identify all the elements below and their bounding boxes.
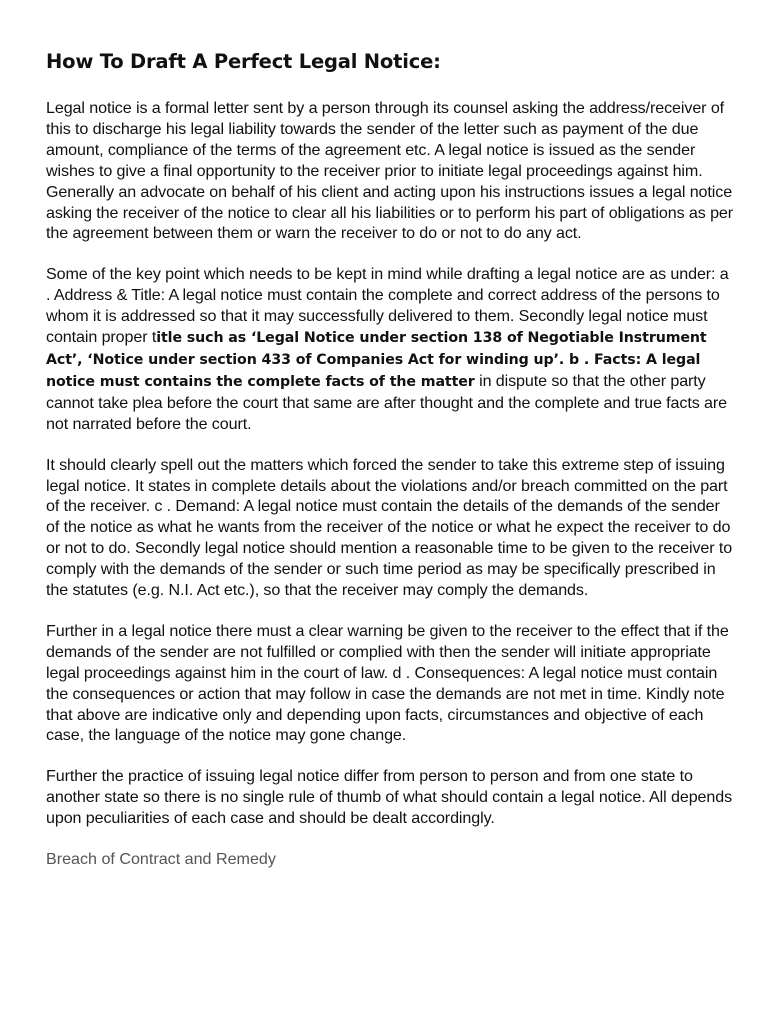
key-points-text-end: in dispute so that the other party cannot take plea before the court that same are after thought and the complete and true facts are not narrated before the court. bbox=[46, 371, 727, 433]
related-document-link[interactable]: Breach of Contract and Remedy bbox=[46, 850, 276, 869]
paragraph-consequences: Further in a legal notice there must a clear warning be given to the receiver to the effect that if the demands of the sender are not fulfilled or complied with then the sender will initiate appropriate legal proceedings against him in the court of law. d . Consequences: A legal notice must contain the consequences or action that may follow in case the demands are not met in time. Kindly note that above are indicative only and depending upon facts, circumstances and objective of each case, the language of the notice may gone change. bbox=[46, 621, 729, 745]
key-points-text: Some of the key point which needs to be kept in mind while drafting a legal notice are as under: a . Address & Title: A legal notice must contain the complete and correct address of the persons to whom it is addressed so that it may successfully delivered to them. Secondly legal notice must contain proper t bbox=[46, 265, 729, 347]
paragraph-demand: It should clearly spell out the matters which forced the sender to take this extreme step of issuing legal notice. It states in complete details about the violations and/or breach committed on the part of the receiver. c . Demand: A legal notice must contain the details of the demands of the sender of the notice as what he wants from the receiver of the notice or what he expect the receiver to do or not to do. Secondly legal notice should mention a reasonable time to be given to the receiver to comply with the demands of the sender or such time period as may be specifically prescribed in the statutes (e.g. N.I. Act etc.), so that the receiver may comply the demands. bbox=[46, 455, 733, 600]
paragraph-intro: Legal notice is a formal letter sent by a person through its counsel asking the address/receiver of this to discharge his legal liability towards the sender of the letter such as payment of the due amount, compliance of the terms of the agreement etc. A legal notice is issued as the sender wishes to give a final opportunity to the receiver prior to initiate legal proceedings against him. Generally an advocate on behalf of his client and acting upon his instructions issues a legal notice asking the receiver of the notice to clear all his liabilities or to perform his part of obligations as per the agreement between them or warn the receiver to do or not to do any act. bbox=[46, 99, 734, 243]
key-points-bold-text: itle such as ‘Legal Notice under section 138 of Negotiable Instrument Act’, ‘Notice under section 433 of Companies Act for winding up’. b . Facts: A legal notice must contains the complete facts of the matter bbox=[46, 330, 707, 390]
paragraph-practice: Further the practice of issuing legal notice differ from person to person and from one state to another state so there is no single rule of thumb of what should contain a legal notice. All depends upon peculiarities of each case and should be dealt accordingly. bbox=[46, 767, 733, 828]
paragraph-key-points bbox=[46, 264, 736, 434]
document-title: How To Draft A Perfect Legal Notice: bbox=[46, 50, 441, 73]
document-page bbox=[46, 48, 736, 869]
